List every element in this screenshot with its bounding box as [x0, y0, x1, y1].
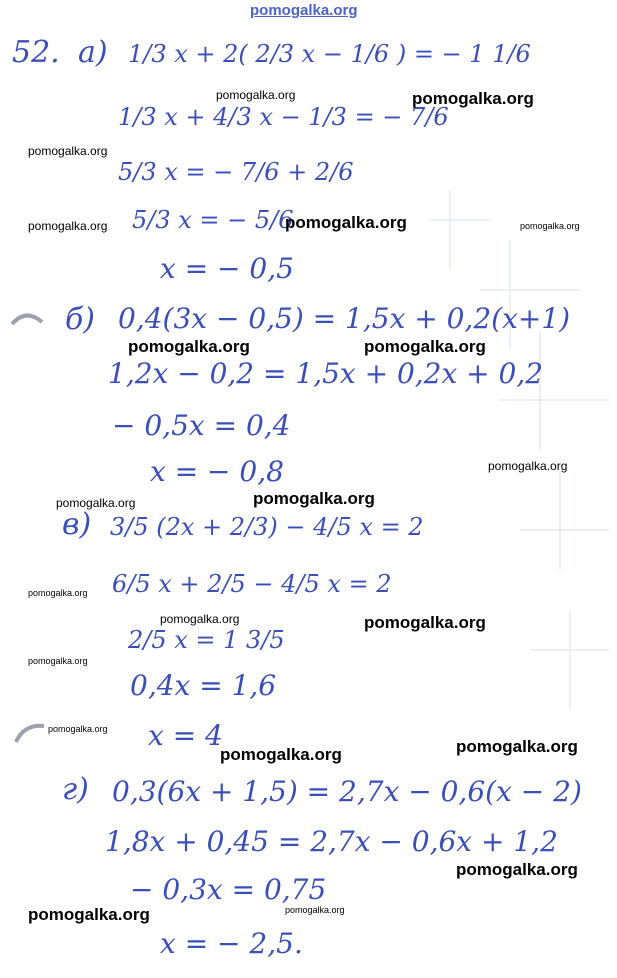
watermark: pomogalka.org [48, 724, 108, 734]
watermark: pomogalka.org [128, 337, 250, 356]
part-a-line-4: 5/3 x = − 5/6 [132, 206, 294, 234]
part-a-label: а) [78, 35, 108, 70]
site-header[interactable]: pomogalka.org [250, 2, 358, 19]
watermark: pomogalka.org [364, 337, 486, 356]
part-v-line-4: 0,4x = 1,6 [130, 669, 277, 702]
part-g-line-3: − 0,3x = 0,75 [130, 873, 327, 906]
part-b-line-2: 1,2x − 0,2 = 1,5x + 0,2x + 0,2 [108, 357, 544, 390]
binder-hole-mark [10, 308, 44, 328]
part-b-line-1: 0,4(3x − 0,5) = 1,5x + 0,2(x+1) [118, 302, 571, 335]
binder-hole-mark-2 [14, 722, 48, 746]
watermark: pomogalka.org [488, 459, 568, 473]
watermark: pomogalka.org [285, 213, 407, 232]
part-a-line-1: 1/3 x + 2( 2/3 x − 1/6 ) = − 1 1/6 [128, 40, 531, 68]
watermark: pomogalka.org [520, 221, 580, 231]
watermark: pomogalka.org [456, 860, 578, 879]
part-b-line-3: − 0,5x = 0,4 [112, 409, 291, 442]
part-a-line-3: 5/3 x = − 7/6 + 2/6 [118, 158, 354, 186]
watermark: pomogalka.org [28, 656, 88, 666]
part-b-line-4: x = − 0,8 [150, 455, 284, 488]
watermark: pomogalka.org [216, 88, 296, 102]
part-a-line-2: 1/3 x + 4/3 x − 1/3 = − 7/6 [118, 103, 449, 131]
part-a-line-5: x = − 0,5 [160, 252, 294, 285]
watermark: pomogalka.org [220, 745, 342, 764]
part-g-label: г) [62, 772, 89, 807]
watermark: pomogalka.org [28, 588, 88, 598]
part-v-line-2: 6/5 x + 2/5 − 4/5 x = 2 [112, 570, 392, 598]
part-v-line-1: 3/5 (2x + 2/3) − 4/5 x = 2 [110, 513, 424, 541]
watermark: pomogalka.org [28, 219, 108, 233]
watermark: pomogalka.org [364, 613, 486, 632]
problem-number: 52. [12, 35, 60, 70]
watermark: pomogalka.org [253, 489, 375, 508]
watermark: pomogalka.org [56, 496, 136, 510]
part-g-line-1: 0,3(6x + 1,5) = 2,7x − 0,6(x − 2) [112, 775, 582, 808]
part-b-label: б) [65, 302, 96, 337]
part-v-line-5: x = 4 [148, 719, 223, 752]
watermark: pomogalka.org [412, 89, 534, 108]
watermark: pomogalka.org [28, 905, 150, 924]
watermark: pomogalka.org [285, 905, 345, 915]
watermark: pomogalka.org [28, 144, 108, 158]
watermark: pomogalka.org [456, 737, 578, 756]
part-g-line-4: x = − 2,5. [160, 927, 303, 960]
part-g-line-2: 1,8x + 0,45 = 2,7x − 0,6x + 1,2 [105, 825, 558, 858]
watermark: pomogalka.org [160, 612, 240, 626]
part-v-line-3: 2/5 x = 1 3/5 [128, 626, 285, 654]
part-v-label: в) [62, 507, 92, 542]
